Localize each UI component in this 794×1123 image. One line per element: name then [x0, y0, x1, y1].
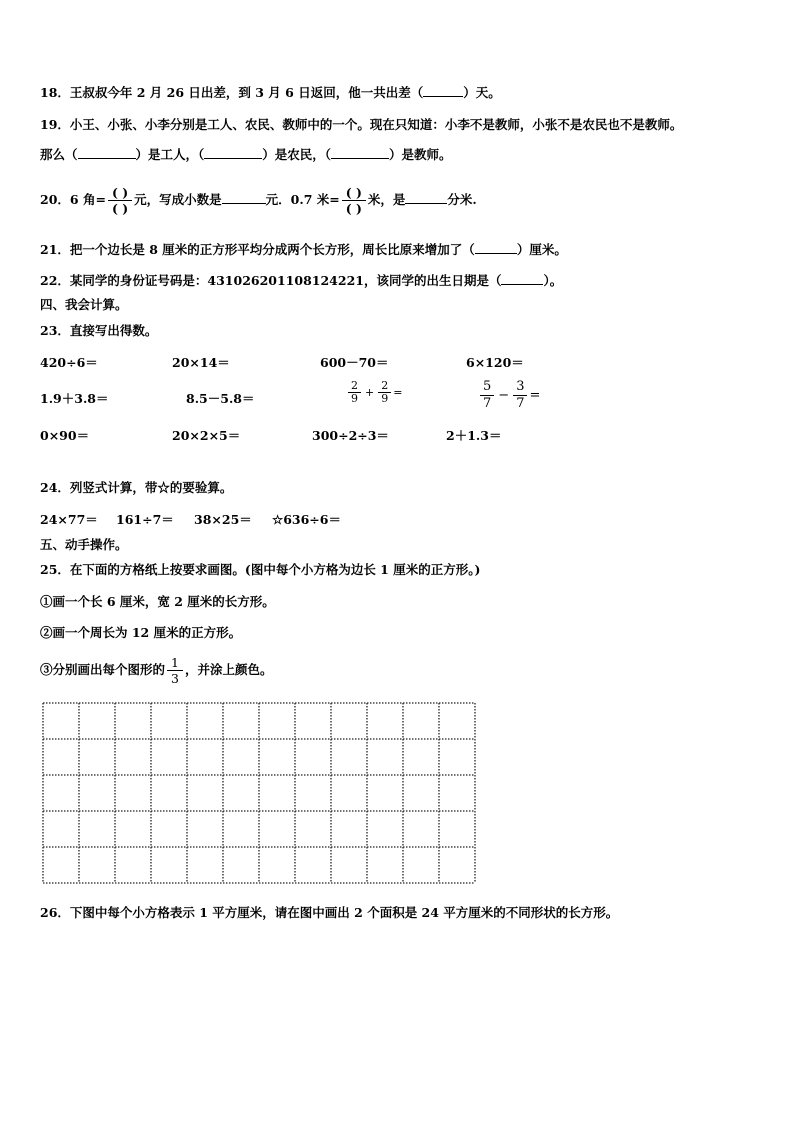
question-number: 22．	[40, 273, 70, 288]
fraction	[378, 380, 391, 405]
calc-item: 1.9＋3.8＝	[40, 391, 109, 406]
question-18	[40, 84, 501, 101]
fraction-denominator: ( )	[111, 201, 129, 216]
vertical-calc-item: 161÷7＝	[116, 512, 174, 527]
denominator: 9	[381, 392, 389, 405]
equals: =	[529, 388, 541, 403]
question-text-end: ）厘米。	[516, 242, 567, 257]
denominator: 3	[171, 671, 179, 686]
calc-fraction-item-2	[478, 379, 540, 412]
question-number: 18．	[40, 85, 70, 100]
question-24	[40, 480, 232, 496]
fraction-numerator: ( )	[342, 185, 366, 201]
question-20	[40, 180, 477, 220]
denominator: 7	[516, 396, 525, 411]
numerator: 1	[167, 655, 183, 671]
denominator: 9	[351, 392, 358, 405]
question-21	[40, 241, 567, 258]
text-part5: 分米.	[447, 192, 477, 207]
answer-blank-farmer[interactable]	[204, 146, 262, 159]
question-number: 23．	[40, 323, 70, 338]
calc-item: 300÷2÷3＝	[312, 428, 389, 443]
answer-blank-decimal[interactable]	[222, 191, 266, 204]
question-text-end: ）。	[543, 273, 563, 288]
fraction	[480, 379, 494, 412]
calc-item: 420÷6＝	[40, 355, 98, 370]
question-19	[40, 117, 682, 133]
vertical-calc-item: 24×77＝	[40, 512, 98, 527]
text-part4: 米，是	[367, 192, 406, 207]
fraction-blank-meter[interactable]	[342, 185, 366, 216]
question-text: 某同学的身份证号码是：431026201108124221，该同学的出生日期是（	[69, 273, 502, 288]
denominator: 7	[483, 396, 492, 411]
section-heading-5: 五、动手操作。	[40, 537, 128, 552]
task-2: ②画一个周长为 12 厘米的正方形。	[40, 625, 242, 640]
question-number: 24．	[40, 480, 70, 495]
calc-item: 20×2×5＝	[172, 428, 241, 443]
answer-blank[interactable]	[501, 272, 543, 285]
section-heading-4: 四、我会计算。	[40, 297, 128, 312]
calc-item: 8.5－5.8＝	[186, 391, 255, 406]
fraction	[348, 380, 361, 405]
fraction-denominator: ( )	[345, 201, 362, 216]
question-text: 小王、小张、小李分别是工人、农民、教师中的一个。现在只知道：小李不是教师，小张不是农民也不是教师。	[69, 117, 683, 132]
numerator: 5	[480, 379, 494, 396]
question-title: 在下面的方格纸上按要求画图。(图中每个小方格为边长 1 厘米的正方形。)	[69, 562, 481, 577]
dotted-grid[interactable]	[42, 702, 476, 886]
vertical-calc-item: ☆636÷6＝	[272, 512, 341, 527]
vertical-calc-item: 38×25＝	[194, 512, 252, 527]
answer-blank-worker[interactable]	[78, 146, 136, 159]
text-worker: ）是工人，（	[135, 147, 205, 162]
task-1: ①画一个长 6 厘米，宽 2 厘米的长方形。	[40, 594, 275, 609]
question-number: 21．	[40, 242, 70, 257]
question-number: 26．	[40, 905, 70, 920]
calc-item: 20×14＝	[172, 355, 230, 370]
question-25	[40, 562, 480, 578]
answer-blank[interactable]	[475, 241, 517, 254]
operator: +	[365, 386, 375, 399]
question-number: 25．	[40, 562, 70, 577]
question-text: 王叔叔今年 2 月 26 日出差，到 3 月 6 日返回，他一共出差（	[69, 85, 424, 100]
question-19-answers	[40, 146, 452, 163]
calc-item: 2＋1.3＝	[446, 428, 502, 443]
text-part1: 6 角=	[69, 192, 106, 207]
fraction-blank-yuan[interactable]	[108, 185, 132, 216]
text-farmer: ）是农民，（	[262, 147, 332, 162]
question-text: 下图中每个小方格表示 1 平方厘米，请在图中画出 2 个面积是 24 平方厘米的不同形状的长方形。	[69, 905, 619, 920]
task-3-text: ③分别画出每个图形的	[40, 662, 166, 677]
text-part2: 元，写成小数是	[134, 192, 222, 207]
question-title: 直接写出得数。	[69, 323, 158, 338]
operator: −	[498, 388, 510, 403]
question-number: 19．	[40, 117, 70, 132]
answer-blank-decimeter[interactable]	[405, 191, 447, 204]
task-3	[40, 652, 272, 688]
question-22	[40, 272, 562, 289]
question-26	[40, 905, 618, 921]
fraction-one-third	[167, 655, 183, 686]
question-text: 把一个边长是 8 厘米的正方形平均分成两个长方形，周长比原来增加了（	[69, 242, 475, 257]
text-prefix: 那么（	[40, 147, 78, 162]
question-text-end: ）天。	[463, 85, 501, 100]
text-part3: 元．0.7 米=	[265, 192, 340, 207]
numerator: 3	[513, 379, 527, 396]
answer-blank[interactable]	[423, 84, 463, 97]
fraction	[513, 379, 527, 412]
fraction-numerator: ( )	[108, 185, 132, 201]
question-number: 20．	[40, 192, 70, 207]
question-title: 列竖式计算，带☆的要验算。	[69, 480, 233, 495]
equals: =	[393, 386, 403, 399]
task-3-text-end: ，并涂上颜色。	[184, 662, 273, 677]
question-23	[40, 323, 157, 339]
numerator: 2	[378, 380, 391, 393]
grid-paper[interactable]	[42, 702, 476, 889]
text-teacher: ）是教师。	[389, 147, 452, 162]
calc-item: 6×120＝	[466, 355, 524, 370]
calc-item: 600－70＝	[320, 355, 389, 370]
answer-blank-teacher[interactable]	[331, 146, 389, 159]
calc-item: 0×90＝	[40, 428, 90, 443]
calc-fraction-item-1	[346, 380, 402, 405]
numerator: 2	[348, 380, 361, 393]
